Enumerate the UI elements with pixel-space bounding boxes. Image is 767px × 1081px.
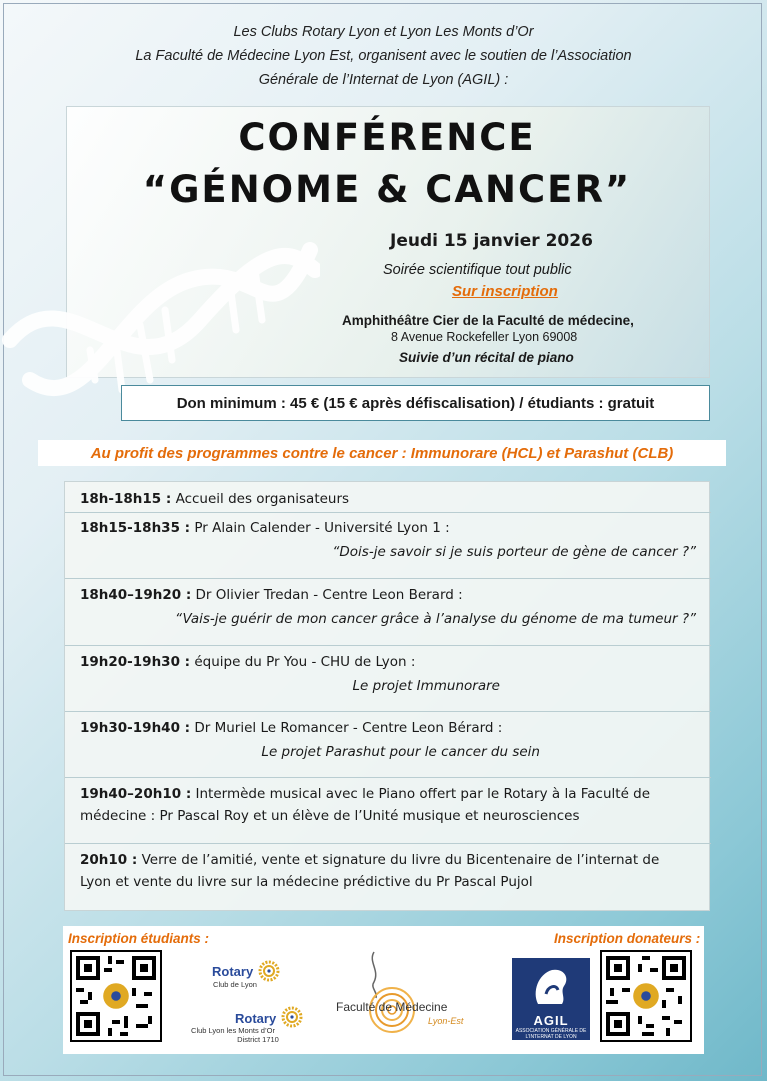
program-item [80, 517, 696, 563]
program-quote: “Dois-je savoir si je suis porteur de gène de cancer ?” [332, 544, 696, 560]
donors-registration-label: Inscription donateurs : [554, 931, 701, 946]
intro-text [0, 20, 767, 92]
event-address: 8 Avenue Rockefeller Lyon 69008 [391, 330, 578, 344]
program-text: Dr Olivier Tredan - Centre Leon Berard : [191, 587, 463, 603]
donors-qr-code[interactable] [600, 950, 692, 1042]
rotary-district: District 1710 [237, 1035, 279, 1044]
program-panel [64, 481, 710, 911]
event-venue: Amphithéâtre Cier de la Faculté de médecine, [342, 313, 634, 328]
conference-subject: “GÉNOME & CANCER” [142, 168, 632, 211]
program-text: Pr Alain Calender - Université Lyon 1 : [190, 520, 450, 536]
program-item [80, 584, 696, 630]
program-item [80, 488, 349, 510]
divider [65, 645, 711, 646]
registration-link[interactable]: Sur inscription [452, 283, 558, 300]
intro-line: La Faculté de Médecine Lyon Est, organisent avec le soutien de l’Association [135, 48, 632, 64]
students-qr-code[interactable] [70, 950, 162, 1042]
agil-name: AGIL [533, 1013, 569, 1028]
event-subtitle: Soirée scientifique tout public [383, 262, 572, 278]
program-time: 18h15-18h35 : [80, 520, 191, 536]
qr-code-icon [72, 952, 160, 1040]
program-time: 19h20-19h30 : [80, 654, 191, 670]
agil-full-name: ASSOCIATION GÉNÉRALE DE L’INTERNAT DE LYON [515, 1028, 587, 1040]
program-time: 19h30-19h40 : [80, 720, 191, 736]
intro-line: Les Clubs Rotary Lyon et Lyon Les Monts d’Or [233, 24, 534, 40]
conference-title: CONFÉRENCE [238, 116, 536, 159]
program-text: équipe du Pr You - CHU de Lyon : [190, 654, 416, 670]
agil-logo [512, 958, 590, 1040]
agil-emblem-icon [526, 964, 576, 1008]
divider [65, 512, 711, 513]
divider [65, 711, 711, 712]
donation-box: Don minimum : 45 € (15 € après défiscalisation) / étudiants : gratuit [121, 385, 710, 421]
rotary-monts-dor-logo-text: Rotary [235, 1011, 277, 1026]
divider [65, 843, 711, 844]
rotary-wheel-icon [258, 960, 280, 982]
profit-banner: Au profit des programmes contre le cancer : Immunorare (HCL) et Parashut (CLB) [38, 440, 726, 466]
faculty-logo-icon [360, 948, 420, 1048]
event-date: Jeudi 15 janvier 2026 [390, 231, 593, 251]
divider [65, 777, 711, 778]
program-item [80, 849, 696, 893]
rotary-lyon-logo-text: Rotary [212, 964, 254, 979]
program-text: Accueil des organisateurs [171, 491, 350, 507]
divider [65, 578, 711, 579]
program-item [80, 651, 500, 697]
intro-line: Générale de l’Internat de Lyon (AGIL) : [258, 72, 509, 88]
rotary-wheel-icon [281, 1006, 303, 1028]
event-recital: Suivie d’un récital de piano [399, 350, 574, 365]
program-text-continued: Lyon et vente du livre sur la médecine prédictive du Pr Pascal Pujol [80, 874, 533, 890]
program-text: Verre de l’amitié, vente et signature du livre du Bicentenaire de l’internat de [137, 852, 660, 868]
rotary-lyon-club: Club de Lyon [213, 980, 257, 989]
program-item [80, 783, 696, 827]
program-text: Dr Muriel Le Romancer - Centre Leon Bérard : [190, 720, 503, 736]
program-text: Intermède musical avec le Piano offert par le Rotary à la Faculté de [191, 786, 651, 802]
program-time: 18h40–19h20 : [80, 587, 192, 603]
program-time: 18h-18h15 : [80, 491, 172, 507]
program-text-continued: médecine : Pr Pascal Roy et un élève de l’Unité musique et neurosciences [80, 808, 580, 824]
program-item [80, 717, 540, 763]
faculty-sub: Lyon-Est [428, 1016, 464, 1026]
program-quote: Le projet Immunorare [352, 678, 500, 694]
rotary-monts-dor-club: Club Lyon les Monts d’Or [191, 1026, 275, 1035]
qr-code-icon [602, 952, 690, 1040]
program-time: 20h10 : [80, 852, 138, 868]
faculty-name: Faculté de Médecine [336, 1000, 448, 1014]
program-time: 19h40–20h10 : [80, 786, 192, 802]
program-quote: Le projet Parashut pour le cancer du sein [261, 744, 540, 760]
program-quote: “Vais-je guérir de mon cancer grâce à l’analyse du génome de ma tumeur ?” [174, 611, 696, 627]
students-registration-label: Inscription étudiants : [68, 931, 210, 946]
